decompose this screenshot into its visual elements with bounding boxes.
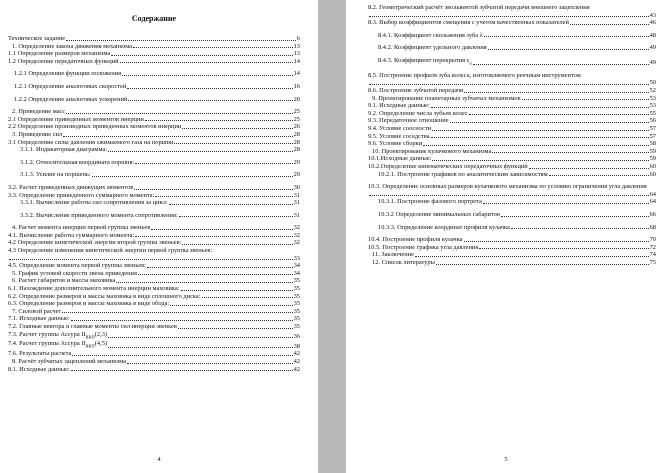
toc-page-number: 28 (293, 138, 300, 146)
toc-entry-text: 4.3 Определение изменения кинетической энергии первой группы звеньев: (8, 247, 213, 255)
toc-entry (8, 247, 300, 262)
toc-entry (368, 155, 656, 163)
toc-page-number: 72 (649, 243, 656, 251)
toc-entry (8, 300, 300, 308)
toc-entry (8, 340, 300, 350)
toc-page-number: 38 (293, 342, 300, 350)
toc-leader-dots (369, 16, 649, 17)
toc-entry (8, 146, 300, 154)
toc-entry (368, 102, 656, 110)
toc-leader-dots (479, 248, 648, 249)
toc-page-number: 26 (293, 123, 300, 131)
toc-page-number: 60 (649, 162, 656, 170)
toc-entry-text: 10.3.2 Определение минимальных габаритов (378, 210, 500, 218)
toc-leader-dots (570, 24, 649, 25)
toc-entry-text: 3.3.2. Вычисление приведенного момента сопротивления: (20, 211, 178, 219)
toc-entry-text: 7.3. Расчет группы Ассура $II_{ВВП}(2,3)$ (8, 330, 108, 339)
toc-leader-dots (127, 88, 292, 89)
toc-page-number: 30 (293, 183, 300, 191)
toc-leader-dots (63, 136, 292, 137)
toc-page-number: 68 (649, 223, 656, 231)
toc-entry-text: 8.4.1. Коэффициент скольжения зуба λ (378, 31, 483, 39)
toc-entry-text: 6.2. Определение размеров и массы маховика в виде сплошного диска: (8, 292, 201, 300)
toc-page-number: 13 (293, 42, 300, 50)
toc-page-number: 42 (293, 350, 300, 358)
toc-entry (8, 139, 300, 147)
toc-entry-text: 10.2.1. Построение графиков по аналитическим зависимостям (378, 170, 548, 178)
toc-entry-text: 6.1. Нахождение дополнительного момента инерции маховика: (8, 285, 180, 293)
toc-entry-text: 10.4. Построение профиля кулачка (368, 236, 463, 244)
toc-page-number: 35 (293, 315, 300, 323)
toc-leader-dots (492, 152, 648, 153)
toc-page-number: 25 (293, 115, 300, 123)
toc-entry (8, 83, 300, 91)
toc-page-number: 70 (649, 236, 656, 244)
toc-leader-dots (111, 55, 292, 56)
toc-page-number: 64 (649, 190, 656, 198)
toc-entry-text: 10.1.Исходные данные: (368, 155, 432, 163)
toc-page-number: 53 (649, 94, 656, 102)
page-number-left: 4 (157, 456, 161, 463)
toc-entry-text: 7.1. Исходные данные: (8, 315, 70, 323)
toc-leader-dots (71, 320, 293, 321)
toc-leader-dots (181, 290, 293, 291)
toc-page-number: 42 (293, 365, 300, 373)
toc-entry (368, 44, 656, 52)
toc-page-number: 58 (649, 140, 656, 148)
toc-entry (8, 350, 300, 358)
toc-page-number: 31 (293, 191, 300, 199)
toc-entry-text: 8.3. Выбор коэффициентов смещения с учетом качественных показателей (368, 19, 569, 27)
toc-leader-dots (432, 130, 649, 131)
toc-entry-text: 11. Заключение (372, 251, 414, 259)
toc-entry (368, 87, 656, 95)
toc-page-right (346, 0, 666, 473)
toc-entry (368, 32, 656, 40)
toc-entry-text: 9.6. Условие сборки (368, 140, 423, 148)
toc-entry (368, 19, 656, 27)
toc-entry-text: 9.5. Условие соседства (368, 132, 430, 140)
toc-entry (368, 211, 656, 219)
toc-entry-text: 8.6. Построение зубчатой передачи (368, 87, 464, 95)
toc-entry-text: 9.1. Исходные данные: (368, 102, 430, 110)
toc-leader-dots (155, 196, 292, 197)
toc-entry-text: 9.3. Передаточное отношение (368, 117, 449, 125)
toc-leader-dots (483, 203, 649, 204)
toc-page-number: 14 (293, 70, 300, 78)
toc-leader-dots (128, 100, 292, 101)
toc-leader-dots (182, 244, 292, 245)
toc-entry-text: 1.2.1 Определение функции положения (14, 70, 122, 78)
toc-leader-dots (464, 241, 649, 242)
toc-leader-dots (522, 99, 649, 100)
toc-entry-text: 1.2.2 Определение аналоговых ускорений (14, 95, 128, 103)
toc-entry-text: 4.5. Определение момента первой группы звеньев: (8, 262, 146, 270)
toc-entry (8, 192, 300, 200)
toc-title: Содержание (131, 14, 177, 23)
toc-entry-text: 2.1 Определение приведенных моментов инерции (8, 115, 144, 123)
toc-page-number: 13 (293, 50, 300, 58)
toc-leader-dots (147, 267, 293, 268)
toc-entry (8, 262, 300, 270)
toc-leader-dots (473, 64, 649, 65)
toc-entry (8, 239, 300, 247)
toc-entry (8, 331, 300, 341)
toc-entry (368, 183, 656, 198)
toc-entry (8, 358, 300, 366)
toc-entry (8, 308, 300, 316)
toc-leader-dots (62, 312, 292, 313)
toc-page-number: 14 (293, 57, 300, 65)
toc-entry (8, 293, 300, 301)
toc-entry-text: 6. Расчет габаритов и массы маховика (12, 277, 116, 285)
toc-entry-text: 7.2. Главные вектора и главные моменты сил инерции звеньев (8, 323, 177, 330)
toc-entry-text: 7.4. Расчет группы Ассура $II_{ВВП}(4,5)$ (8, 340, 108, 349)
toc-leader-dots (415, 256, 649, 257)
toc-entry (8, 35, 300, 43)
toc-page-number: 57 (649, 132, 656, 140)
toc-leader-dots (369, 84, 649, 85)
toc-entry-text: 8.4.2. Коэффициент удельного давления (378, 44, 487, 52)
toc-entry-text: 3.1.1. Индикаторная диаграмма: (20, 146, 108, 154)
toc-entry-text: 8.1. Исходные данные: (8, 365, 70, 373)
toc-page-number: 32 (293, 224, 300, 232)
toc-entry-text: 10.3. Определение основных размеров кулачкового механизма по условию ограничения угла давления (368, 183, 647, 191)
toc-entry (8, 212, 300, 220)
toc-entry-text: 2.2 Определение производных приведенных моментов инерции (8, 123, 182, 131)
toc-leader-dots (179, 216, 293, 217)
toc-page-number: 59 (649, 147, 656, 155)
toc-entry-text: 4.1. Вычисление работы суммарного момента: (8, 231, 135, 239)
toc-entry (368, 140, 656, 148)
toc-entry-text: 4.2 Определение кинетической энергии второй группы звеньев: (8, 239, 182, 247)
toc-page-number: 36 (293, 332, 300, 340)
toc-leader-dots (120, 62, 293, 63)
toc-entry (368, 236, 656, 244)
toc-page-number: 25 (293, 108, 300, 116)
toc-entry (8, 224, 300, 232)
toc-leader-dots (127, 363, 293, 364)
toc-leader-dots (122, 75, 293, 76)
toc-entry (368, 125, 656, 133)
toc-page-number: 16 (293, 82, 300, 90)
toc-page-number: 29 (293, 158, 300, 166)
toc-entry (368, 133, 656, 141)
toc-leader-dots (511, 228, 649, 229)
toc-entry (8, 232, 300, 240)
toc-leader-dots (178, 328, 293, 329)
toc-page-number: 31 (293, 199, 300, 207)
toc-page-number: 32 (293, 239, 300, 247)
toc-page-number: 35 (293, 323, 300, 330)
toc-page-number: 28 (293, 146, 300, 154)
toc-entry (8, 58, 300, 66)
page-number-right: 5 (504, 456, 508, 463)
toc-entry (8, 159, 300, 167)
toc-page-number: 28 (293, 130, 300, 138)
toc-page-number: 64 (649, 198, 656, 206)
toc-page-number: 66 (649, 210, 656, 218)
toc-page-number: 75 (649, 258, 656, 266)
toc-entry-text: 7. Силовой расчет (12, 307, 62, 315)
toc-entry (368, 244, 656, 252)
toc-entry (368, 72, 656, 87)
toc-entry-text: 8. Расчёт зубчатых зацеплений механизма (12, 357, 126, 365)
toc-leader-dots (66, 113, 292, 114)
toc-entry (8, 116, 300, 124)
toc-page-number: 49 (649, 59, 656, 67)
toc-leader-dots (135, 236, 292, 237)
toc-page-number: 50 (649, 79, 656, 87)
toc-leader-dots (108, 337, 293, 338)
toc-leader-dots (108, 347, 293, 348)
toc-page-left (0, 0, 318, 473)
toc-entry-text: 8.4.3. Коэффициент перекрытия $\varepsilon_\alpha$ (378, 56, 472, 66)
toc-leader-dots (182, 128, 292, 129)
toc-entry (368, 148, 656, 156)
toc-entry-text: 3.1.3. Усилие на поршень: (20, 171, 91, 179)
toc-leader-dots (484, 36, 649, 37)
toc-page-number: 35 (293, 307, 300, 315)
toc-entry-text: 10.3.3. Определение координат профиля кулачка (378, 223, 510, 231)
toc-page-number: 29 (293, 171, 300, 179)
toc-entry (8, 315, 300, 323)
toc-entry-text: 4. Расчет момента инерции первой группы звеньев (12, 224, 151, 232)
toc-leader-dots (469, 114, 649, 115)
toc-page-number: 34 (293, 262, 300, 270)
toc-entry-text: 10.2.Определение кинематических передаточных функций (368, 162, 528, 170)
toc-entry (8, 70, 300, 78)
toc-list-right (368, 4, 656, 267)
toc-entry (8, 323, 300, 331)
toc-entry (368, 4, 656, 19)
toc-entry-text: 1. Определение закона движения механизма (12, 42, 133, 50)
toc-page-number: 42 (293, 357, 300, 365)
toc-entry (8, 184, 300, 192)
toc-entry-text: 5. График угловой скорости звена приведения (12, 269, 137, 277)
toc-leader-dots (464, 92, 648, 93)
toc-leader-dots (116, 282, 292, 283)
toc-list-left (8, 35, 300, 373)
toc-leader-dots (369, 195, 649, 196)
toc-entry (8, 108, 300, 116)
toc-entry (368, 198, 656, 206)
toc-leader-dots (488, 49, 649, 50)
toc-page-number: 35 (293, 292, 300, 300)
toc-leader-dots (431, 137, 649, 138)
toc-page-number: 32 (293, 231, 300, 239)
toc-entry (8, 277, 300, 285)
toc-page-number: 46 (649, 19, 656, 27)
toc-entry-text: 1.2.1 Определение аналоговых скоростей (14, 82, 127, 90)
toc-entry-text: 10.5. Построение графика угла давления (368, 243, 479, 251)
toc-leader-dots (145, 120, 293, 121)
toc-page-number: 43 (649, 11, 656, 19)
toc-entry-text: 9. Проектирование планетарных зубчатых механизмов (372, 94, 521, 102)
toc-leader-dots (170, 305, 292, 306)
toc-entry-text: 3.2. Расчет приведенных движущих моментов (8, 183, 134, 191)
toc-page-number: 60 (649, 170, 656, 178)
toc-entry-text: 9.2. Определение числа зубьев колес (368, 109, 468, 117)
toc-page-number: 33 (293, 254, 300, 262)
toc-leader-dots (431, 107, 649, 108)
toc-leader-dots (501, 216, 649, 217)
toc-entry (368, 251, 656, 259)
toc-entry-text: 3.3. Определение приведенного суммарного момента: (8, 191, 155, 199)
toc-leader-dots (529, 168, 649, 169)
toc-entry-text: 9.4. Условие соосности (368, 125, 432, 132)
toc-leader-dots (174, 143, 292, 144)
toc-leader-dots (135, 163, 292, 164)
toc-entry-text: 6.3. Определение размеров и массы маховика в виде обода: (8, 300, 170, 308)
toc-entry-text: 1.2 Определение передаточных функций (8, 57, 119, 65)
toc-entry (8, 50, 300, 58)
toc-page-number: 20 (293, 95, 300, 103)
toc-leader-dots (423, 145, 648, 146)
toc-entry (8, 171, 300, 179)
toc-entry (368, 57, 656, 67)
toc-entry-text: 7.6. Результаты расчета (8, 350, 72, 358)
toc-leader-dots (108, 151, 293, 152)
toc-entry-text: 12. Список литературы (372, 258, 435, 266)
toc-entry-text: 3.1.2. Относительная координата поршня: (20, 158, 135, 166)
toc-entry (8, 199, 300, 207)
toc-leader-dots (169, 204, 293, 205)
toc-leader-dots (66, 40, 296, 41)
toc-entry (368, 117, 656, 125)
toc-leader-dots (9, 259, 293, 260)
toc-page-number: 74 (649, 251, 656, 259)
toc-entry (8, 285, 300, 293)
toc-entry-text: 1.1 Определение размеров механизма (8, 50, 111, 58)
toc-page-number: 35 (293, 277, 300, 285)
toc-page-number: 48 (649, 31, 656, 39)
toc-page-number: 35 (293, 300, 300, 308)
toc-leader-dots (151, 229, 292, 230)
toc-leader-dots (432, 160, 648, 161)
toc-entry (8, 123, 300, 131)
toc-leader-dots (92, 176, 293, 177)
toc-entry (8, 43, 300, 51)
toc-page-number: 53 (649, 102, 656, 110)
toc-leader-dots (549, 175, 649, 176)
toc-page-number: 56 (649, 117, 656, 125)
toc-page-number: 6 (296, 35, 300, 42)
toc-page-number: 59 (649, 155, 656, 163)
toc-page-number: 31 (293, 211, 300, 219)
toc-leader-dots (72, 355, 292, 356)
toc-leader-dots (134, 189, 292, 190)
toc-leader-dots (450, 122, 649, 123)
toc-entry-text: 3.3.1. Вычисление работы сил сопротивления за цикл: (20, 199, 168, 207)
toc-page-number: 55 (649, 109, 656, 117)
toc-entry (368, 163, 656, 171)
toc-entry (8, 131, 300, 139)
toc-entry (8, 366, 300, 374)
toc-leader-dots (202, 297, 293, 298)
toc-page-number: 57 (649, 125, 656, 132)
toc-entry (368, 110, 656, 118)
toc-leader-dots (133, 47, 293, 48)
toc-entry (368, 171, 656, 179)
toc-leader-dots (138, 274, 293, 275)
toc-page-number: 52 (649, 87, 656, 95)
toc-entry-text: 2. Приведение масс (12, 108, 66, 116)
toc-entry-text: 3. Приведение сил (12, 130, 63, 138)
toc-leader-dots (436, 264, 649, 265)
toc-page-number: 34 (293, 269, 300, 277)
toc-entry-text: 8.2. Геометрический расчёт эвольвентой зубчатой передачи внешнего зацепления (368, 4, 590, 11)
toc-entry-text: 8.5. Построение профиля зуба колеса, изготовляемого реечным инструментом (368, 71, 581, 79)
toc-entry (8, 270, 300, 278)
toc-entry-text: Техническое задание (8, 35, 66, 42)
toc-leader-dots (71, 370, 293, 371)
toc-page-number: 35 (293, 285, 300, 293)
toc-entry-text: 10. Проектирование кулачкового механизма (372, 147, 492, 155)
toc-entry (368, 95, 656, 103)
toc-entry (8, 96, 300, 104)
toc-page-number: 49 (649, 44, 656, 52)
toc-entry-text: 3.1 Определение силы давления сжимаемого газа на поршни (8, 138, 174, 146)
toc-entry (368, 259, 656, 267)
toc-entry (368, 224, 656, 232)
toc-entry-text: 10.3.1. Построение фазового портрета (378, 198, 482, 206)
